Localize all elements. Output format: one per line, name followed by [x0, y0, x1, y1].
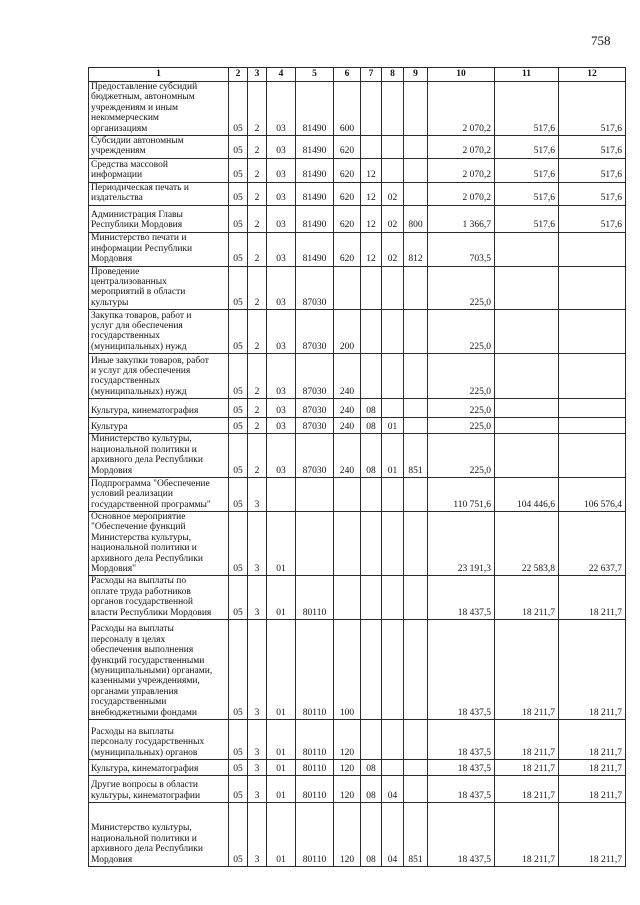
row-label-cell: Министерство печати и информации Республики Мордовия: [89, 232, 229, 266]
column-number-header: 6: [334, 68, 361, 82]
subdivision-cell: [382, 477, 404, 511]
row-label-cell: Предоставление субсидий бюджетным, автономным учреждениям и иным некоммерческим организациям: [89, 82, 229, 136]
activity-code-cell: 01: [267, 775, 296, 802]
amount-year3-cell: 517,6: [559, 82, 626, 136]
direction-code-cell: [296, 477, 334, 511]
amount-year2-cell: [495, 418, 559, 434]
subdivision-cell: [382, 266, 404, 310]
direction-code-cell: 80110: [296, 619, 334, 719]
table-row: [89, 158, 626, 182]
section-code-cell: 05: [229, 136, 248, 159]
ministry-code-cell: 851: [404, 434, 428, 478]
activity-code-cell: 03: [267, 232, 296, 266]
ministry-code-cell: [404, 266, 428, 310]
subprogram-code-cell: 2: [248, 182, 267, 205]
division-cell: [361, 576, 382, 620]
amount-year1-cell: 18 437,5: [428, 759, 495, 775]
activity-code-cell: 01: [267, 619, 296, 719]
subprogram-code-cell: 3: [248, 477, 267, 511]
subprogram-code-cell: 2: [248, 354, 267, 399]
expense-type-cell: 100: [334, 619, 361, 719]
subdivision-cell: 02: [382, 232, 404, 266]
amount-year2-cell: 18 211,7: [495, 576, 559, 620]
subdivision-cell: [382, 310, 404, 354]
division-cell: [361, 266, 382, 310]
amount-year2-cell: 18 211,7: [495, 759, 559, 775]
expense-type-cell: 200: [334, 310, 361, 354]
amount-year2-cell: 104 446,6: [495, 477, 559, 511]
division-cell: 08: [361, 775, 382, 802]
row-label-cell: Иные закупки товаров, работ и услуг для обеспечения государственных (муниципальных) нужд: [89, 354, 229, 399]
direction-code-cell: 87030: [296, 434, 334, 478]
division-cell: [361, 310, 382, 354]
amount-year2-cell: 18 211,7: [495, 619, 559, 719]
table-row: [89, 418, 626, 434]
row-label-cell: Основное мероприятие "Обеспечение функций Министерства культуры, национальной политики и архивного дела Республики Мордовия": [89, 511, 229, 575]
section-code-cell: 05: [229, 576, 248, 620]
row-label-cell: Культура, кинематография: [89, 759, 229, 775]
table-row: [89, 511, 626, 575]
ministry-code-cell: [404, 136, 428, 159]
amount-year1-cell: 18 437,5: [428, 802, 495, 866]
row-label-cell: Администрация Главы Республики Мордовия: [89, 205, 229, 232]
subdivision-cell: [382, 719, 404, 759]
direction-code-cell: 87030: [296, 266, 334, 310]
activity-code-cell: 03: [267, 310, 296, 354]
section-code-cell: 05: [229, 158, 248, 182]
amount-year3-cell: 517,6: [559, 158, 626, 182]
activity-code-cell: 01: [267, 576, 296, 620]
amount-year3-cell: 517,6: [559, 136, 626, 159]
table-row: [89, 802, 626, 866]
row-label-cell: Подпрограмма "Обеспечение условий реализации государственной программы": [89, 477, 229, 511]
amount-year2-cell: [495, 232, 559, 266]
column-number-header: 8: [382, 68, 404, 82]
section-code-cell: 05: [229, 266, 248, 310]
amount-year3-cell: [559, 434, 626, 478]
amount-year3-cell: 517,6: [559, 205, 626, 232]
expense-type-cell: 240: [334, 399, 361, 418]
amount-year1-cell: 225,0: [428, 434, 495, 478]
subprogram-code-cell: 3: [248, 775, 267, 802]
amount-year1-cell: 225,0: [428, 399, 495, 418]
subprogram-code-cell: 2: [248, 82, 267, 136]
ministry-code-cell: 851: [404, 802, 428, 866]
row-label-cell: Расходы на выплаты персоналу государственных (муниципальных) органов: [89, 719, 229, 759]
table-header: [89, 68, 626, 82]
ministry-code-cell: [404, 418, 428, 434]
section-code-cell: 05: [229, 399, 248, 418]
activity-code-cell: 03: [267, 205, 296, 232]
direction-code-cell: 81490: [296, 158, 334, 182]
row-label-cell: Культура: [89, 418, 229, 434]
expense-type-cell: 620: [334, 232, 361, 266]
ministry-code-cell: [404, 719, 428, 759]
subdivision-cell: [382, 82, 404, 136]
subprogram-code-cell: 2: [248, 205, 267, 232]
division-cell: 08: [361, 418, 382, 434]
column-number-header: 12: [559, 68, 626, 82]
expense-type-cell: 120: [334, 775, 361, 802]
amount-year2-cell: [495, 266, 559, 310]
activity-code-cell: 03: [267, 418, 296, 434]
ministry-code-cell: [404, 182, 428, 205]
activity-code-cell: 01: [267, 759, 296, 775]
activity-code-cell: 03: [267, 158, 296, 182]
amount-year3-cell: [559, 232, 626, 266]
table-row: [89, 477, 626, 511]
table-row: [89, 232, 626, 266]
activity-code-cell: 01: [267, 719, 296, 759]
amount-year1-cell: 2 070,2: [428, 82, 495, 136]
subprogram-code-cell: 3: [248, 619, 267, 719]
table-row: [89, 310, 626, 354]
amount-year2-cell: [495, 399, 559, 418]
subprogram-code-cell: 2: [248, 266, 267, 310]
amount-year2-cell: 517,6: [495, 136, 559, 159]
division-cell: [361, 619, 382, 719]
amount-year1-cell: 225,0: [428, 310, 495, 354]
section-code-cell: 05: [229, 477, 248, 511]
direction-code-cell: 87030: [296, 354, 334, 399]
subdivision-cell: 01: [382, 434, 404, 478]
row-label-cell: Культура, кинематография: [89, 399, 229, 418]
direction-code-cell: [296, 511, 334, 575]
row-label-cell: Проведение централизованных мероприятий в области культуры: [89, 266, 229, 310]
division-cell: 08: [361, 759, 382, 775]
activity-code-cell: [267, 477, 296, 511]
division-cell: 12: [361, 232, 382, 266]
subdivision-cell: [382, 158, 404, 182]
expense-type-cell: [334, 511, 361, 575]
expense-type-cell: 120: [334, 719, 361, 759]
amount-year3-cell: 18 211,7: [559, 802, 626, 866]
division-cell: 12: [361, 205, 382, 232]
expense-type-cell: 600: [334, 82, 361, 136]
activity-code-cell: 03: [267, 399, 296, 418]
column-number-header: 1: [89, 68, 229, 82]
subprogram-code-cell: 3: [248, 511, 267, 575]
section-code-cell: 05: [229, 759, 248, 775]
subprogram-code-cell: 2: [248, 158, 267, 182]
table-row: [89, 619, 626, 719]
subdivision-cell: 02: [382, 205, 404, 232]
table-row: [89, 354, 626, 399]
section-code-cell: 05: [229, 719, 248, 759]
direction-code-cell: 87030: [296, 310, 334, 354]
division-cell: [361, 354, 382, 399]
amount-year1-cell: 2 070,2: [428, 182, 495, 205]
ministry-code-cell: [404, 399, 428, 418]
amount-year3-cell: [559, 418, 626, 434]
direction-code-cell: 81490: [296, 205, 334, 232]
expense-type-cell: 620: [334, 158, 361, 182]
amount-year1-cell: 2 070,2: [428, 136, 495, 159]
activity-code-cell: 03: [267, 434, 296, 478]
table-row: [89, 434, 626, 478]
amount-year1-cell: 18 437,5: [428, 719, 495, 759]
amount-year3-cell: 106 576,4: [559, 477, 626, 511]
subdivision-cell: [382, 759, 404, 775]
amount-year1-cell: 225,0: [428, 418, 495, 434]
amount-year2-cell: [495, 434, 559, 478]
amount-year2-cell: 517,6: [495, 158, 559, 182]
subprogram-code-cell: 2: [248, 399, 267, 418]
table-row: [89, 399, 626, 418]
ministry-code-cell: [404, 775, 428, 802]
direction-code-cell: 87030: [296, 418, 334, 434]
column-number-header: 10: [428, 68, 495, 82]
row-label-cell: Другие вопросы в области культуры, кинематографии: [89, 775, 229, 802]
table-row: [89, 82, 626, 136]
amount-year1-cell: 1 366,7: [428, 205, 495, 232]
division-cell: [361, 477, 382, 511]
expense-type-cell: 120: [334, 759, 361, 775]
row-label-cell: Периодическая печать и издательства: [89, 182, 229, 205]
division-cell: 08: [361, 399, 382, 418]
section-code-cell: 05: [229, 775, 248, 802]
expense-type-cell: 240: [334, 354, 361, 399]
amount-year3-cell: [559, 354, 626, 399]
activity-code-cell: 01: [267, 511, 296, 575]
division-cell: [361, 82, 382, 136]
amount-year2-cell: [495, 354, 559, 399]
section-code-cell: 05: [229, 434, 248, 478]
amount-year2-cell: 18 211,7: [495, 719, 559, 759]
section-code-cell: 05: [229, 619, 248, 719]
amount-year2-cell: 18 211,7: [495, 775, 559, 802]
subprogram-code-cell: 2: [248, 136, 267, 159]
ministry-code-cell: 812: [404, 232, 428, 266]
activity-code-cell: 03: [267, 266, 296, 310]
amount-year1-cell: 225,0: [428, 354, 495, 399]
column-number-header: 3: [248, 68, 267, 82]
ministry-code-cell: [404, 354, 428, 399]
subprogram-code-cell: 2: [248, 310, 267, 354]
direction-code-cell: 87030: [296, 399, 334, 418]
subdivision-cell: 01: [382, 418, 404, 434]
expense-type-cell: [334, 576, 361, 620]
section-code-cell: 05: [229, 232, 248, 266]
row-label-cell: Расходы на выплаты по оплате труда работников органов государственной власти Республики Мордовия: [89, 576, 229, 620]
section-code-cell: 05: [229, 802, 248, 866]
budget-table-body: [89, 82, 626, 867]
amount-year2-cell: 18 211,7: [495, 802, 559, 866]
row-label-cell: Расходы на выплаты персоналу в целях обеспечения выполнения функций государственными (муниципальными) органами, казенными учреждениями, органами управления государственными внебюджетными фондами: [89, 619, 229, 719]
ministry-code-cell: [404, 158, 428, 182]
row-label-cell: Средства массовой информации: [89, 158, 229, 182]
column-number-header: 11: [495, 68, 559, 82]
table-row: [89, 576, 626, 620]
amount-year1-cell: 225,0: [428, 266, 495, 310]
direction-code-cell: 81490: [296, 82, 334, 136]
activity-code-cell: 01: [267, 802, 296, 866]
budget-table: [88, 67, 626, 867]
expense-type-cell: 120: [334, 802, 361, 866]
amount-year3-cell: 18 211,7: [559, 775, 626, 802]
amount-year1-cell: 18 437,5: [428, 775, 495, 802]
ministry-code-cell: [404, 82, 428, 136]
division-cell: 08: [361, 802, 382, 866]
division-cell: [361, 511, 382, 575]
table-row: [89, 759, 626, 775]
division-cell: 08: [361, 434, 382, 478]
amount-year3-cell: 18 211,7: [559, 576, 626, 620]
amount-year2-cell: 517,6: [495, 182, 559, 205]
subdivision-cell: [382, 136, 404, 159]
section-code-cell: 05: [229, 418, 248, 434]
amount-year2-cell: [495, 310, 559, 354]
subprogram-code-cell: 2: [248, 232, 267, 266]
amount-year3-cell: [559, 310, 626, 354]
subdivision-cell: [382, 511, 404, 575]
amount-year3-cell: 22 637,7: [559, 511, 626, 575]
table-row: [89, 719, 626, 759]
subdivision-cell: 04: [382, 802, 404, 866]
subdivision-cell: [382, 354, 404, 399]
subdivision-cell: 04: [382, 775, 404, 802]
amount-year2-cell: 517,6: [495, 205, 559, 232]
expense-type-cell: 240: [334, 418, 361, 434]
subdivision-cell: [382, 399, 404, 418]
page-number: 758: [591, 33, 611, 48]
section-code-cell: 05: [229, 205, 248, 232]
direction-code-cell: 80110: [296, 802, 334, 866]
subdivision-cell: [382, 576, 404, 620]
expense-type-cell: [334, 477, 361, 511]
column-number-header: 5: [296, 68, 334, 82]
table-row: [89, 266, 626, 310]
amount-year1-cell: 18 437,5: [428, 576, 495, 620]
subprogram-code-cell: 2: [248, 434, 267, 478]
direction-code-cell: 81490: [296, 182, 334, 205]
amount-year2-cell: 517,6: [495, 82, 559, 136]
direction-code-cell: 81490: [296, 136, 334, 159]
table-row: [89, 136, 626, 159]
section-code-cell: 05: [229, 182, 248, 205]
amount-year3-cell: 18 211,7: [559, 619, 626, 719]
division-cell: [361, 136, 382, 159]
ministry-code-cell: [404, 511, 428, 575]
column-number-header: 9: [404, 68, 428, 82]
direction-code-cell: 80110: [296, 775, 334, 802]
amount-year3-cell: [559, 399, 626, 418]
row-label-cell: Министерство культуры, национальной политики и архивного дела Республики Мордовия: [89, 802, 229, 866]
expense-type-cell: [334, 266, 361, 310]
table-row: [89, 182, 626, 205]
row-label-cell: Субсидии автономным учреждениям: [89, 136, 229, 159]
column-number-header: 7: [361, 68, 382, 82]
amount-year3-cell: 517,6: [559, 182, 626, 205]
activity-code-cell: 03: [267, 136, 296, 159]
row-label-cell: Министерство культуры, национальной политики и архивного дела Республики Мордовия: [89, 434, 229, 478]
table-row: [89, 775, 626, 802]
amount-year3-cell: 18 211,7: [559, 759, 626, 775]
ministry-code-cell: 800: [404, 205, 428, 232]
subdivision-cell: 02: [382, 182, 404, 205]
activity-code-cell: 03: [267, 182, 296, 205]
ministry-code-cell: [404, 619, 428, 719]
amount-year1-cell: 703,5: [428, 232, 495, 266]
section-code-cell: 05: [229, 354, 248, 399]
direction-code-cell: 81490: [296, 232, 334, 266]
subprogram-code-cell: 2: [248, 418, 267, 434]
section-code-cell: 05: [229, 310, 248, 354]
subprogram-code-cell: 3: [248, 719, 267, 759]
amount-year1-cell: 110 751,6: [428, 477, 495, 511]
direction-code-cell: 80110: [296, 759, 334, 775]
section-code-cell: 05: [229, 511, 248, 575]
direction-code-cell: 80110: [296, 719, 334, 759]
column-number-header: 4: [267, 68, 296, 82]
subprogram-code-cell: 3: [248, 759, 267, 775]
division-cell: 12: [361, 182, 382, 205]
amount-year1-cell: 18 437,5: [428, 619, 495, 719]
expense-type-cell: 240: [334, 434, 361, 478]
row-label-cell: Закупка товаров, работ и услуг для обеспечения государственных (муниципальных) нужд: [89, 310, 229, 354]
header-row: [89, 68, 626, 82]
expense-type-cell: 620: [334, 205, 361, 232]
direction-code-cell: 80110: [296, 576, 334, 620]
subprogram-code-cell: 3: [248, 802, 267, 866]
ministry-code-cell: [404, 310, 428, 354]
expense-type-cell: 620: [334, 136, 361, 159]
division-cell: [361, 719, 382, 759]
amount-year1-cell: 2 070,2: [428, 158, 495, 182]
activity-code-cell: 03: [267, 354, 296, 399]
ministry-code-cell: [404, 576, 428, 620]
table-row: [89, 205, 626, 232]
amount-year3-cell: [559, 266, 626, 310]
subprogram-code-cell: 3: [248, 576, 267, 620]
amount-year2-cell: 22 583,8: [495, 511, 559, 575]
amount-year1-cell: 23 191,3: [428, 511, 495, 575]
amount-year3-cell: 18 211,7: [559, 719, 626, 759]
activity-code-cell: 03: [267, 82, 296, 136]
column-number-header: 2: [229, 68, 248, 82]
division-cell: 12: [361, 158, 382, 182]
expense-type-cell: 620: [334, 182, 361, 205]
section-code-cell: 05: [229, 82, 248, 136]
ministry-code-cell: [404, 477, 428, 511]
subdivision-cell: [382, 619, 404, 719]
ministry-code-cell: [404, 759, 428, 775]
